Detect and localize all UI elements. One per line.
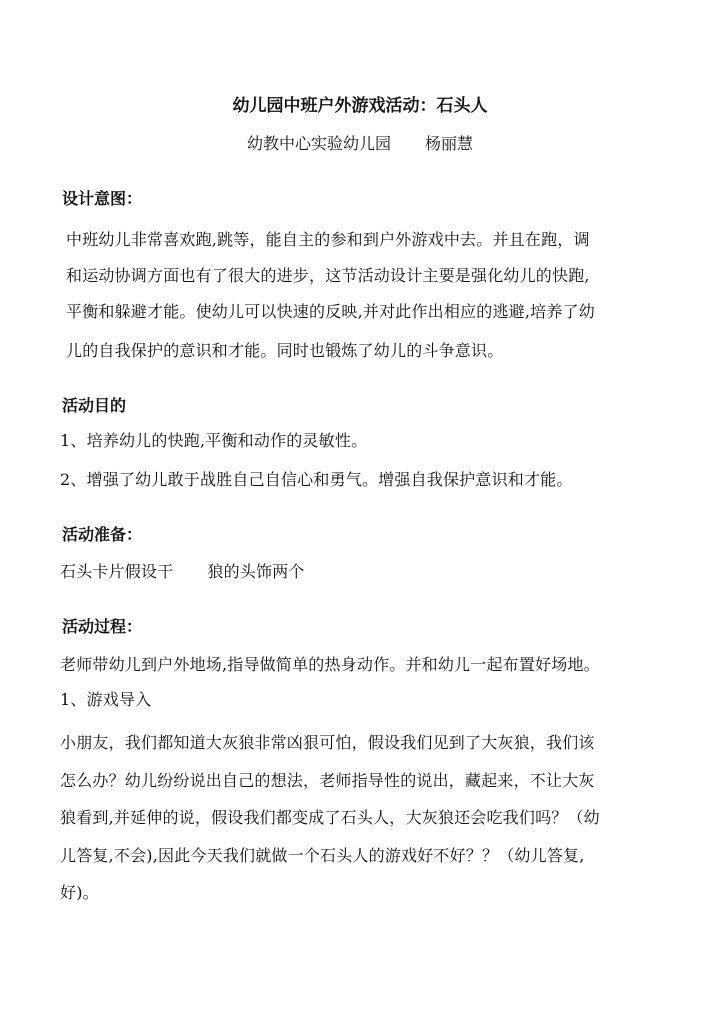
process-heading: 活动过程： [62, 617, 143, 636]
page-title: 幼儿园中班户外游戏活动：石头人 [232, 96, 488, 116]
author-name: 杨丽慧 [425, 134, 474, 153]
prep-materials [60, 562, 305, 582]
step1-line: 狼看到,并延伸的说，假设我们都变成了石头人，大灰狼还会吃我们吗？（幼 [60, 808, 600, 827]
step1-line: 儿答复,不会),因此今天我们就做一个石头人的游戏好不好？？（幼儿答复, [60, 846, 585, 865]
author-school: 幼教中心实验幼儿园 [246, 134, 391, 153]
step1-line: 好)。 [60, 883, 99, 902]
intent-line: 儿的自我保护的意识和才能。同时也锻炼了幼儿的斗争意识。 [66, 341, 504, 360]
prep-heading: 活动准备： [62, 525, 143, 544]
intent-line: 中班幼儿非常喜欢跑,跳等，能自主的参和到户外游戏中去。并且在跑，调 [66, 230, 590, 249]
step1-line: 怎么办？幼儿纷纷说出自己的想法，老师指导性的说出，藏起来，不让大灰 [60, 771, 595, 790]
prep-item-stone-cards: 石头卡片假设干 [60, 562, 174, 581]
prep-item-wolf-headwear: 狼的头饰两个 [207, 562, 305, 581]
step1-title: 1、游戏导入 [60, 690, 152, 709]
step1-line: 小朋友，我们都知道大灰狼非常凶狠可怕，假设我们见到了大灰狼，我们该 [60, 733, 595, 752]
goal-item: 1、培养幼儿的快跑,平衡和动作的灵敏性。 [60, 431, 368, 450]
goal-item: 2、增强了幼儿敢于战胜自己自信心和勇气。增强自我保护意识和才能。 [60, 470, 573, 489]
intent-line: 和运动协调方面也有了很大的进步，这节活动设计主要是强化幼儿的快跑, [66, 266, 590, 285]
intent-heading: 设计意图： [62, 189, 143, 208]
author-line [0, 134, 720, 154]
goals-heading: 活动目的 [62, 396, 127, 415]
process-intro: 老师带幼儿到户外地场,指导做简单的热身动作。并和幼儿一起布置好场地。 [60, 655, 600, 674]
intent-line: 平衡和躲避才能。使幼儿可以快速的反映,并对此作出相应的逃避,培养了幼 [66, 302, 595, 321]
